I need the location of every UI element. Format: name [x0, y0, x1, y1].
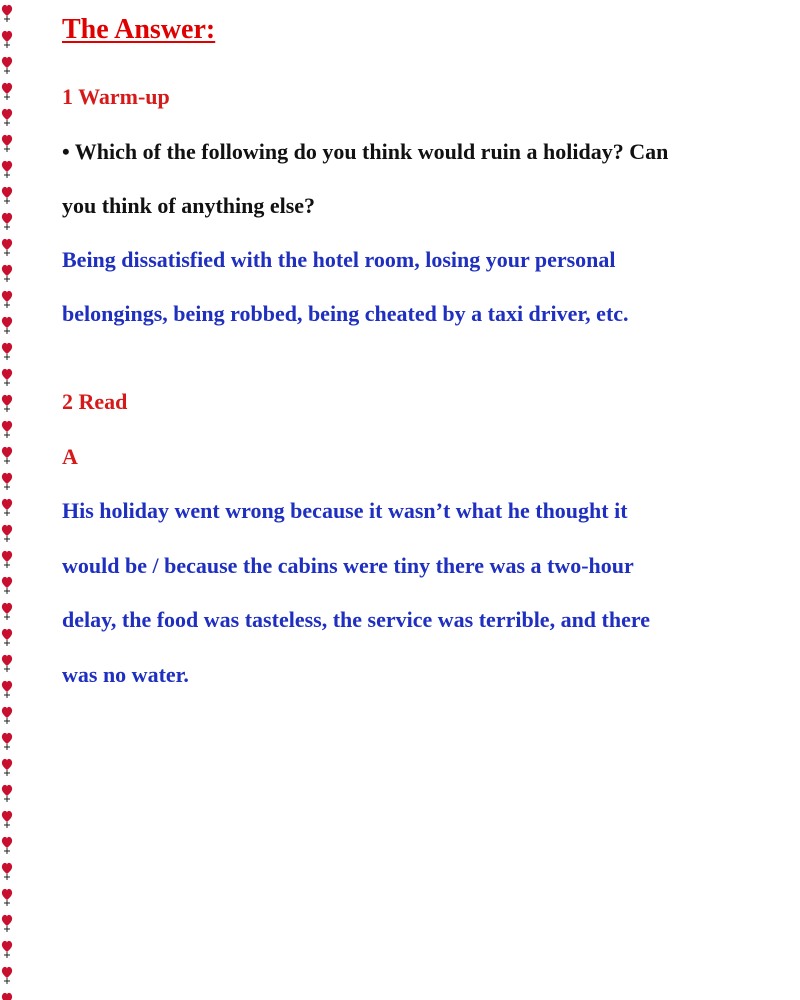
heart-ornament-icon	[2, 57, 12, 74]
heart-ornament-icon	[2, 213, 12, 230]
heart-ornament-icon	[2, 759, 12, 776]
heart-ornament-icon	[2, 135, 12, 152]
read-answer-line-2: would be / because the cabins were tiny there was a two-hour	[62, 553, 634, 578]
read-answer-line-1: His holiday went wrong because it wasn’t what he thought it	[62, 498, 628, 523]
heart-ornament-icon	[2, 941, 12, 958]
heart-ornament-icon	[2, 187, 12, 204]
heart-ornament-icon	[2, 291, 12, 308]
page-title: The Answer:	[62, 14, 216, 45]
heart-ornament-icon	[2, 655, 12, 672]
heart-ornament-icon	[2, 109, 12, 126]
heart-ornament-icon	[2, 239, 12, 256]
heart-ornament-icon	[2, 395, 12, 412]
heart-ornament-icon	[2, 5, 12, 22]
heart-ornament-icon	[2, 733, 12, 750]
heart-ornament-icon	[2, 681, 12, 698]
heart-ornament-icon	[2, 499, 12, 516]
heart-ornament-icon	[2, 915, 12, 932]
heart-ornament-icon	[2, 629, 12, 646]
heart-ornament-icon	[2, 993, 12, 1000]
heart-ornament-icon	[2, 837, 12, 854]
heart-ornament-icon	[2, 369, 12, 386]
heart-ornament-icon	[2, 421, 12, 438]
heart-ornament-icon	[2, 889, 12, 906]
section-heading-warm-up: 1 Warm-up	[62, 84, 170, 109]
heart-ornament-icon	[2, 317, 12, 334]
section-heading-read: 2 Read	[62, 389, 128, 414]
heart-ornament-icon	[2, 603, 12, 620]
heart-ornament-icon	[2, 525, 12, 542]
heart-ornament-icon	[2, 707, 12, 724]
question-line-1: • Which of the following do you think would ruin a holiday? Can	[62, 139, 669, 164]
read-answer-line-4: was no water.	[62, 662, 189, 687]
subheading-a: A	[62, 444, 78, 469]
read-answer-line-3: delay, the food was tasteless, the service was terrible, and there	[62, 607, 650, 632]
answer-line-2: belongings, being robbed, being cheated by a taxi driver, etc.	[62, 301, 629, 326]
heart-ornament-icon	[2, 811, 12, 828]
answer-line-1: Being dissatisfied with the hotel room, losing your personal	[62, 247, 616, 272]
decorative-border	[0, 0, 14, 1000]
heart-ornament-icon	[2, 31, 12, 48]
heart-ornament-icon	[2, 863, 12, 880]
heart-border-icon	[0, 0, 14, 1000]
heart-ornament-icon	[2, 161, 12, 178]
heart-ornament-icon	[2, 447, 12, 464]
question-line-2: you think of anything else?	[62, 193, 316, 218]
heart-ornament-icon	[2, 577, 12, 594]
heart-ornament-icon	[2, 343, 12, 360]
heart-ornament-icon	[2, 265, 12, 282]
heart-ornament-icon	[2, 83, 12, 100]
heart-ornament-icon	[2, 551, 12, 568]
heart-ornament-icon	[2, 785, 12, 802]
heart-ornament-icon	[2, 967, 12, 984]
heart-ornament-icon	[2, 473, 12, 490]
